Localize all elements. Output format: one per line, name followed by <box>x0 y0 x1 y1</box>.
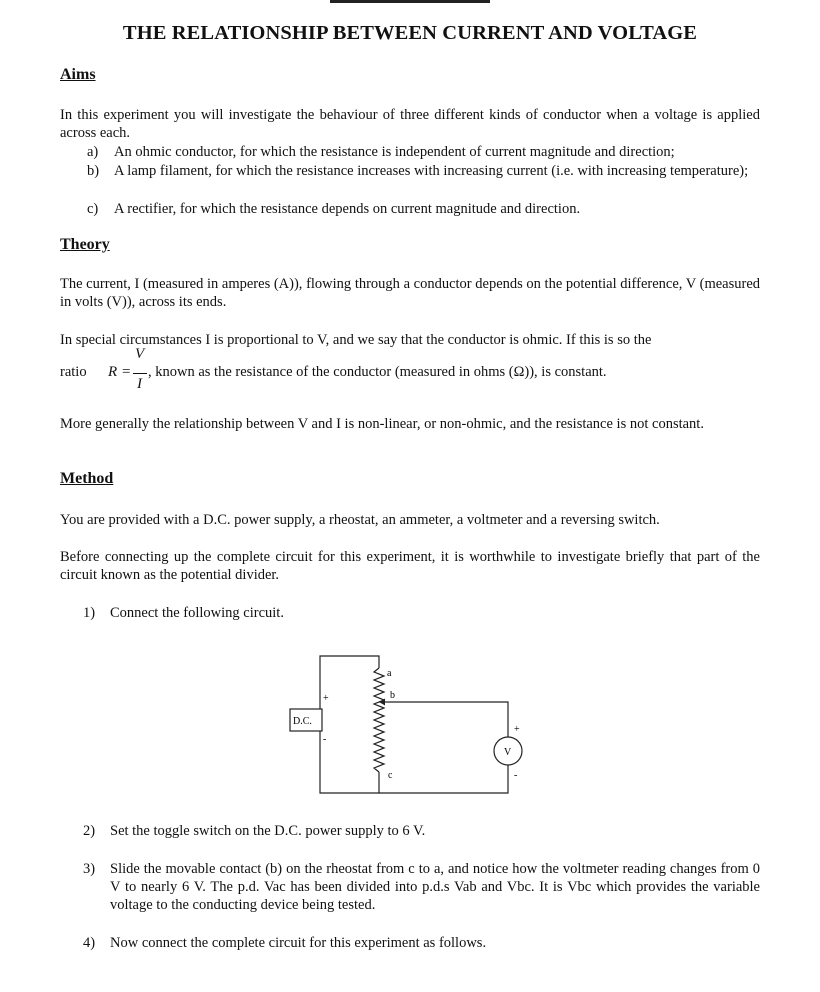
theory-paragraph-3: More generally the relationship between V and I is non-linear, or non-ohmic, and the resistance is not constant. <box>60 416 704 432</box>
step-marker: 4) <box>83 935 96 951</box>
ratio-label: ratio <box>60 364 87 380</box>
list-marker: a) <box>87 144 99 160</box>
source-minus-label: - <box>323 734 327 745</box>
method-step <box>83 860 760 914</box>
terminal-b-label: b <box>390 690 395 701</box>
wire <box>320 731 379 793</box>
dc-source-label: D.C. <box>293 716 312 727</box>
method-paragraph-2: Before connecting up the complete circuit for this experiment, it is worthwhile to investigate briefly that part of the circuit known as the potential divider. <box>60 549 760 583</box>
meter-plus-label: + <box>514 724 520 735</box>
step-marker: 2) <box>83 823 96 839</box>
meter-minus-label: - <box>514 770 518 781</box>
formula-lhs: R <box>108 364 118 380</box>
formula-numerator: V <box>135 346 145 362</box>
voltmeter-label: V <box>504 747 512 758</box>
wire <box>320 656 379 709</box>
top-rule <box>330 0 490 3</box>
step-text: Slide the movable contact (b) on the rheostat from c to a, and notice how the voltmeter reading changes from 0 V to nearly 6 V. The p.d. Vac has been divided into p.d.s Vab and Vbc. It is Vbc which provides the variable voltage to the conducting device being tested. <box>110 861 760 913</box>
terminal-c-label: c <box>388 770 393 781</box>
step-text: Connect the following circuit. <box>110 605 284 621</box>
step-marker: 3) <box>83 861 96 877</box>
formula-equals: = <box>122 364 131 380</box>
theory-paragraph-1: The current, I (measured in amperes (A)), flowing through a conductor depends on the potential difference, V (measured in volts (V)), across its ends. <box>60 276 760 310</box>
theory-paragraph-2: In special circumstances I is proportional to V, and we say that the conductor is ohmic. If this is so the <box>60 332 652 348</box>
wire <box>379 765 508 793</box>
list-marker: b) <box>87 163 100 179</box>
method-heading: Method <box>60 470 114 487</box>
source-plus-label: + <box>323 693 329 704</box>
method-step <box>83 934 760 952</box>
method-step <box>83 604 760 622</box>
wire <box>388 702 508 737</box>
fraction-bar <box>133 373 147 374</box>
aims-item <box>87 143 760 161</box>
method-paragraph-1: You are provided with a D.C. power supply, a rheostat, an ammeter, a voltmeter and a reversing switch. <box>60 512 660 528</box>
method-step <box>83 822 760 840</box>
terminal-a-label: a <box>387 668 392 679</box>
ratio-text: , known as the resistance of the conductor (measured in ohms (Ω)), is constant. <box>148 364 607 380</box>
aims-item <box>87 200 760 218</box>
list-text: A lamp filament, for which the resistance increases with increasing current (i.e. with increasing temperature); <box>114 163 749 179</box>
rheostat-coil <box>374 668 384 772</box>
page-title: THE RELATIONSHIP BETWEEN CURRENT AND VOLTAGE <box>122 22 698 44</box>
step-text: Set the toggle switch on the D.C. power supply to 6 V. <box>110 823 426 839</box>
list-text: An ohmic conductor, for which the resistance is independent of current magnitude and direction; <box>114 144 675 160</box>
theory-heading: Theory <box>60 236 110 253</box>
potential-divider-circuit <box>278 648 558 798</box>
aims-heading: Aims <box>60 66 96 83</box>
step-text: Now connect the complete circuit for this experiment as follows. <box>110 935 487 951</box>
list-marker: c) <box>87 201 99 217</box>
list-text: A rectifier, for which the resistance depends on current magnitude and direction. <box>114 201 581 217</box>
aims-intro: In this experiment you will investigate the behaviour of three different kinds of conductor when a voltage is applied across each. <box>60 107 760 141</box>
formula-denominator: I <box>137 376 142 392</box>
step-marker: 1) <box>83 605 96 621</box>
aims-item <box>87 162 760 180</box>
